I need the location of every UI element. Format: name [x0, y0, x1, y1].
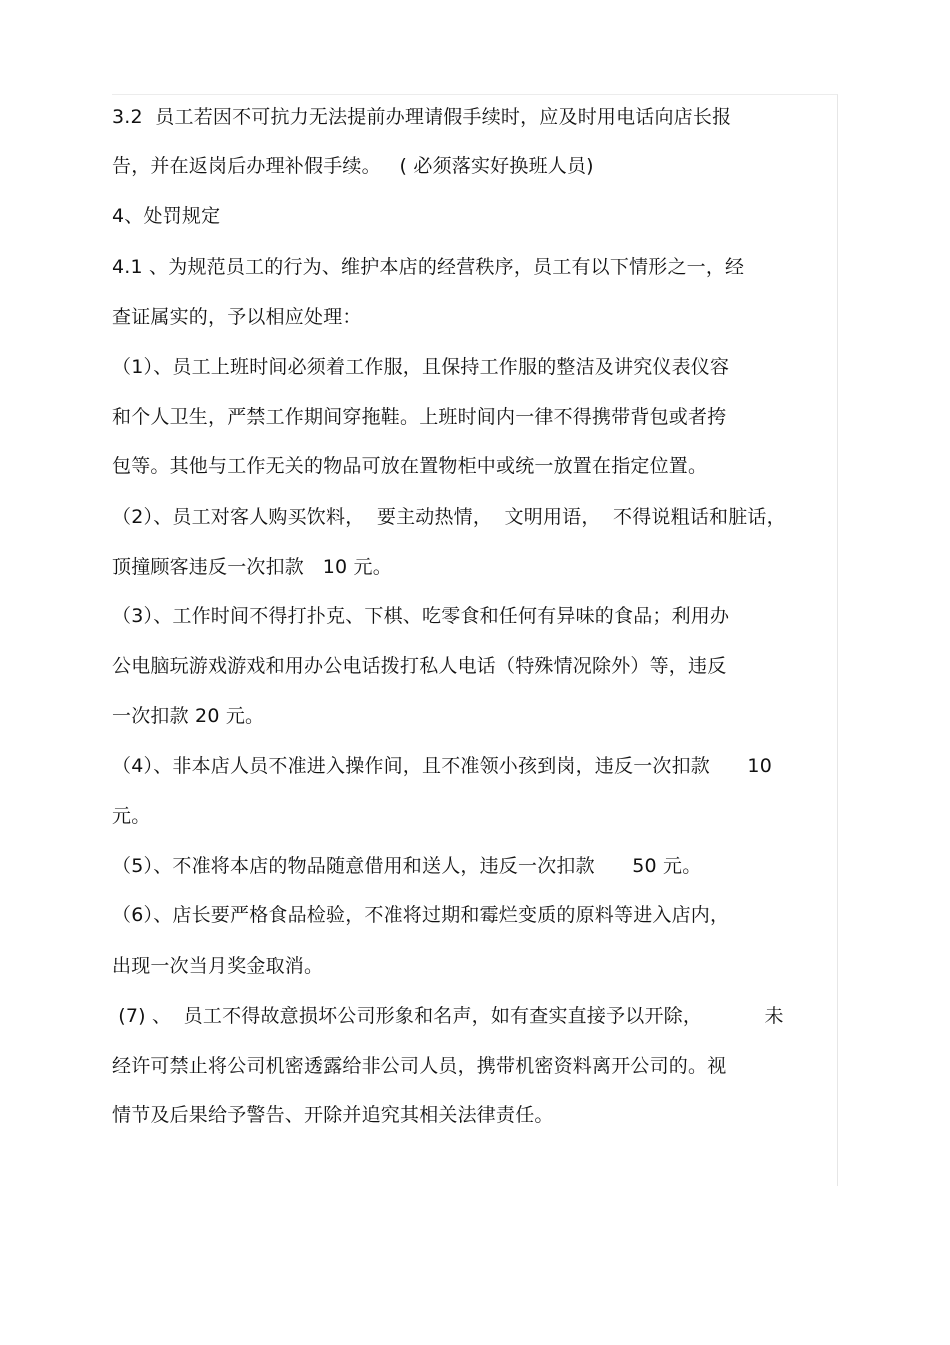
text-line: 和个人卫生，严禁工作期间穿拖鞋。上班时间内一律不得携带背包或者挎 — [112, 406, 727, 428]
text-line: 一次扣款 20 元。 — [112, 705, 265, 727]
section-heading: 4、处罚规定 — [112, 205, 221, 227]
text-line: 4.1 、为规范员工的行为、维护本店的经营秩序，员工有以下情形之一，经 — [112, 256, 745, 278]
text-line: 元。 — [112, 805, 151, 827]
text-line: （5）、不准将本店的物品随意借用和送人，违反一次扣款 50 元。 — [112, 855, 702, 877]
text-line: 顶撞顾客违反一次扣款 10 元。 — [112, 556, 392, 578]
text-line: （3）、工作时间不得打扑克、下棋、吃零食和任何有异味的食品；利用办 — [112, 605, 730, 627]
text-line: 公电脑玩游戏游戏和用办公电话拨打私人电话（特殊情况除外）等，违反 — [112, 655, 727, 677]
text-line: （4）、非本店人员不准进入操作间，且不准领小孩到岗，违反一次扣款 10 — [112, 755, 773, 777]
text-line: 告，并在返岗后办理补假手续。 ( 必须落实好换班人员) — [112, 155, 594, 177]
text-line: 情节及后果给予警告、开除并追究其相关法律责任。 — [112, 1104, 554, 1126]
text-line: （6）、店长要严格食品检验，不准将过期和霉烂变质的原料等进入店内， — [112, 904, 730, 926]
text-line: (7) 、 员工不得故意损坏公司形象和名声，如有查实直接予以开除， 未 — [112, 1005, 784, 1027]
text-line: （2）、员工对客人购买饮料， 要主动热情， 文明用语， 不得说粗话和脏话， — [112, 506, 786, 528]
text-line: 包等。其他与工作无关的物品可放在置物柜中或统一放置在指定位置。 — [112, 455, 708, 477]
text-line: 经许可禁止将公司机密透露给非公司人员，携带机密资料离开公司的。视 — [112, 1055, 727, 1077]
text-line: 3.2 员工若因不可抗力无法提前办理请假手续时，应及时用电话向店长报 — [112, 106, 732, 128]
text-line: 出现一次当月奖金取消。 — [112, 955, 324, 977]
text-line: （1）、员工上班时间必须着工作服，且保持工作服的整洁及讲究仪表仪容 — [112, 356, 730, 378]
text-line: 查证属实的，予以相应处理： — [112, 306, 362, 328]
